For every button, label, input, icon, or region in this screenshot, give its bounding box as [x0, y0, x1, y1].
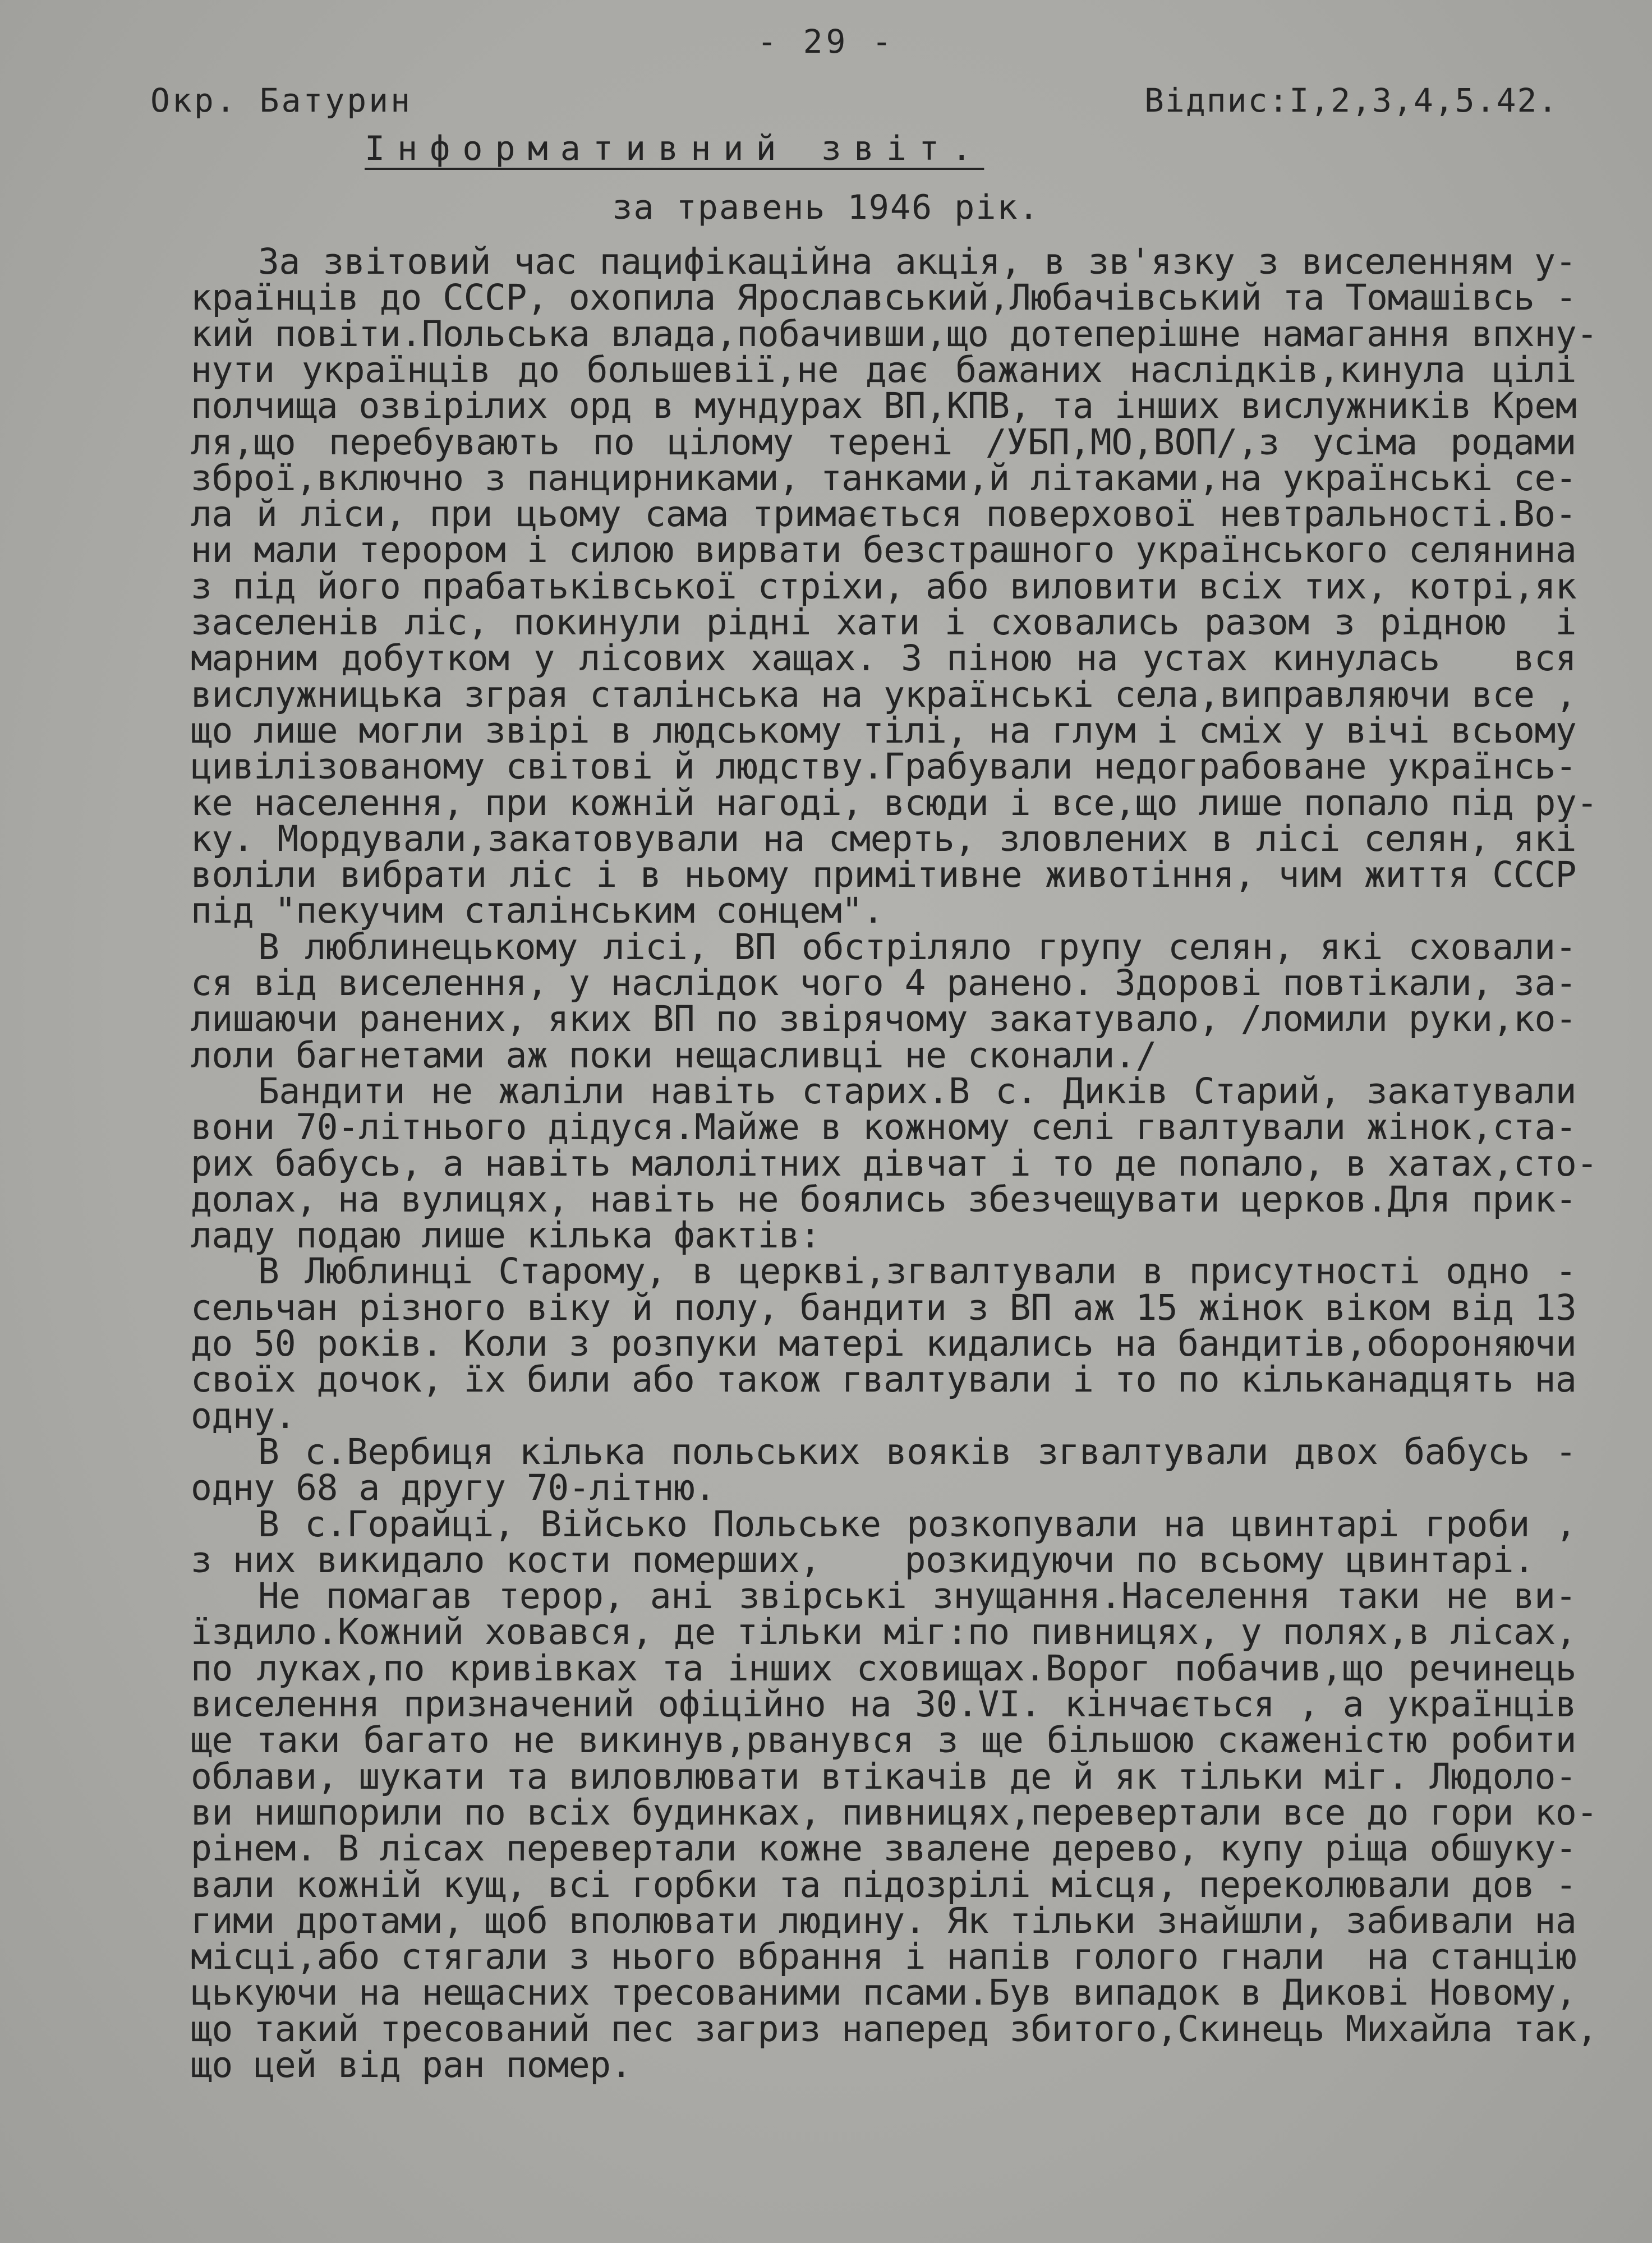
text-line: нути українців до большевії,не дає бажаних наслідків,кинула цілі	[191, 349, 1576, 390]
text-line: Не помагав терор, ані звірські знущання.Населення таки не ви-	[258, 1576, 1576, 1616]
text-line: одну 68 а другу 70-літню.	[191, 1467, 716, 1508]
text-line: країнців до СССР, охопила Ярославський,Любачівський та Томашівсь -	[191, 277, 1577, 318]
document-title: Інформативний звіт.	[365, 129, 984, 168]
text-line: ще таки багато не викинув,рванувся з ще більшою скаженістю робити	[191, 1720, 1576, 1761]
text-line: рінем. В лісах перевертали кожне звалене дерево, купу ріща обшуку-	[191, 1828, 1577, 1869]
text-line: своїх дочок, їх били або також гвалтували і то по кільканадцять на	[191, 1359, 1577, 1400]
text-line: до 50 років. Коли з розпуки матері кидались на бандитів,обороняючи	[191, 1323, 1577, 1364]
text-line: ни мали терором і силою вирвати безстрашного українського селянина	[191, 529, 1577, 570]
text-line: виселення призначений офіційно на 30.VІ. кінчається , а українців	[191, 1684, 1576, 1725]
text-line: марним добутком у лісових хащах. З піною на устах кинулась вся	[191, 638, 1576, 679]
text-line: ла й ліси, при цьому сама тримається поверхової невтральності.Во-	[191, 494, 1576, 535]
text-line: лоли багнетами аж поки нещасливці не сконали./	[191, 1035, 1157, 1076]
text-line: лишаючи ранених, яких ВП по звірячому закатувало, /ломили руки,ко-	[191, 998, 1577, 1039]
text-line: їздило.Кожний ховався, де тільки міг:по пивницях, у полях,в лісах,	[191, 1611, 1577, 1652]
text-line: В с.Горайці, Військо Польське розкопували на цвинтарі гроби ,	[258, 1504, 1576, 1545]
text-line: цивілізованому світові й людству.Грабували недограбоване українсь-	[191, 746, 1577, 787]
document-subtitle: за травень 1946 рік.	[612, 188, 1040, 227]
text-line: ся від виселення, у наслідок чого 4 ранено. Здорові повтікали, за-	[191, 962, 1577, 1003]
text-line: що цей від ран помер.	[191, 2044, 632, 2085]
text-line: по луках,по кривівках та інших сховищах.Ворог побачив,що речинець	[191, 1648, 1576, 1689]
text-line: ладу подаю лише кілька фактів:	[191, 1215, 821, 1256]
text-line: полчища озвірілих орд в мундурах ВП,КПВ, та інших вислужників Крем	[191, 385, 1577, 426]
text-line: цькуючи на нещасних тресованими псами.Був випадок в Дикові Новому,	[191, 1972, 1577, 2013]
text-line: За звітовий час пацифікаційна акція, в зв'язку з виселенням у-	[258, 241, 1576, 282]
text-line: з під його прабатьківської стріхи, або виловити всіх тих, котрі,як	[191, 566, 1577, 607]
text-line: вислужницька зграя сталінська на українські села,виправляючи все ,	[191, 674, 1577, 715]
text-line: ке населення, при кожній нагоді, всюди і все,що лише попало під ру-	[191, 782, 1598, 823]
page-number: - 29 -	[757, 22, 895, 61]
text-line: вони 70-літнього дідуся.Майже в кожному селі гвалтували жінок,ста-	[191, 1107, 1577, 1148]
text-line: що такий тресований пес загриз наперед збитого,Скинець Михайла так,	[191, 2009, 1598, 2049]
text-line: зброї,включно з панцирниками, танками,й літаками,на українські се-	[191, 458, 1577, 499]
text-line: долах, на вулицях, навіть не боялись збезчещувати церков.Для прик-	[191, 1179, 1577, 1220]
text-line: заселенів ліс, покинули рідні хати і сховались разом з рідною і	[191, 602, 1576, 643]
text-line: воліли вибрати ліс і в ньому примітивне животіння, чим життя СССР	[191, 854, 1576, 895]
text-line: ку. Мордували,закатовували на смерть, зловлених в лісі селян, які	[191, 818, 1576, 859]
text-line: В Люблинці Старому, в церкві,згвалтували в присутності одно -	[258, 1251, 1576, 1292]
text-line: з них викидало кости померших, розкидуючи по всьому цвинтарі.	[191, 1540, 1535, 1581]
text-line: ви нишпорили по всіх будинках, пивницях,перевертали все до гори ко-	[191, 1792, 1598, 1833]
text-line: сельчан різного віку й полу, бандити з ВП аж 15 жінок віком від 13	[191, 1287, 1577, 1328]
text-line: В с.Вербиця кілька польських вояків згвалтували двох бабусь -	[258, 1431, 1576, 1472]
text-line: місці,або стягали з нього вбрання і напів голого гнали на станцію	[191, 1936, 1577, 1977]
text-line: вали кожній кущ, всі горбки та підозрілі місця, переколювали дов -	[191, 1864, 1577, 1905]
text-line: облави, шукати та виловлювати втікачів де й як тільки міг. Людоло-	[191, 1756, 1577, 1797]
text-line: Бандити не жаліли навіть старих.В с. Диків Старий, закатували	[258, 1071, 1576, 1112]
text-line: рих бабусь, а навіть малолітних дівчат і то де попало, в хатах,сто-	[191, 1143, 1598, 1184]
text-line: кий повіти.Польська влада,побачивши,що дотеперішне намагання впхну-	[191, 314, 1598, 354]
copy-note: Відпис:І,2,3,4,5.42.	[1144, 81, 1559, 119]
text-line: В люблинецькому лісі, ВП обстріляло групу селян, які сховали-	[258, 927, 1576, 968]
district-label: Окр. Батурин	[150, 81, 413, 119]
text-line: під "пекучим сталінським сонцем".	[191, 890, 884, 931]
text-line: одну.	[191, 1395, 296, 1436]
text-line: гими дротами, щоб вполювати людину. Як тільки знайшли, забивали на	[191, 1900, 1577, 1941]
text-line: що лише могли звірі в людському тілі, на глум і сміх у вічі всьому	[191, 710, 1577, 751]
text-line: ля,що перебувають по цілому терені /УБП,МО,ВОП/,з усіма родами	[191, 422, 1576, 463]
